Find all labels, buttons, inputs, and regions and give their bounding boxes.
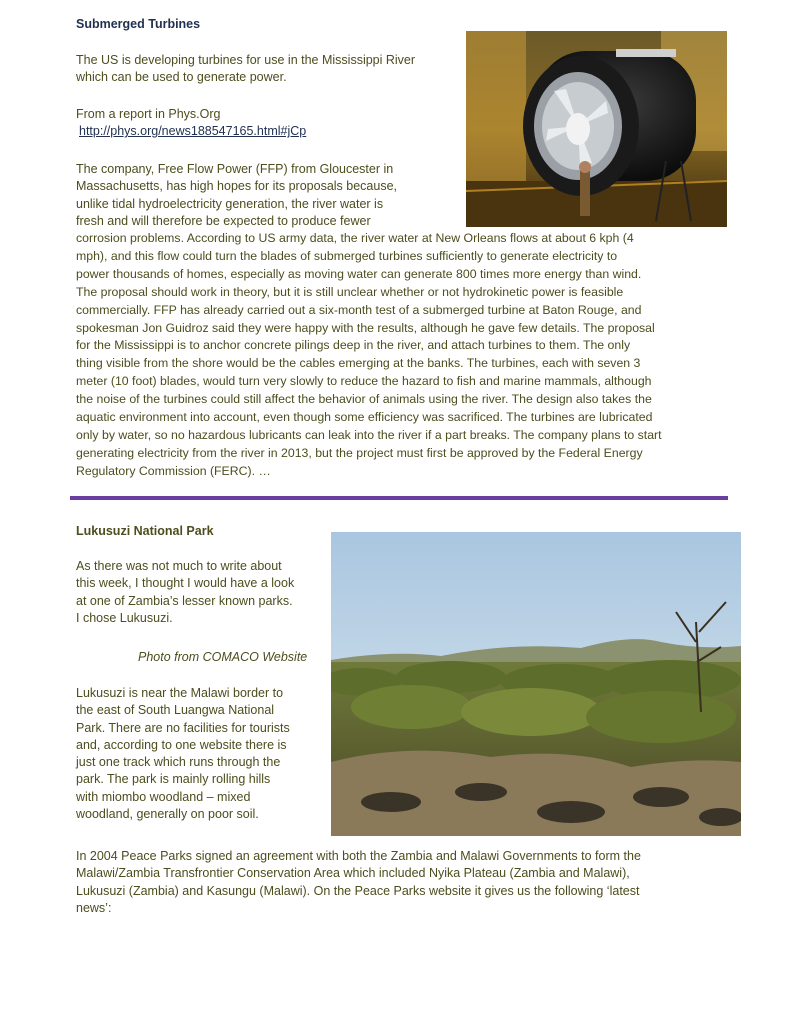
text-line: meter (10 foot) blades, would turn very slowly to reduce the hazard to fish and marine mammals, although bbox=[76, 374, 652, 389]
text-line: Malawi/Zambia Transfrontier Conservation Area which included Nyika Plateau (Zambia and Malawi), bbox=[76, 866, 630, 881]
text-line: only by water, so no hazardous lubricants can leak into the river if a part breaks. The company plans to start bbox=[76, 427, 662, 442]
text-line: which can be used to generate power. bbox=[76, 70, 287, 85]
text-line: corrosion problems. According to US army data, the river water at New Orleans flows at about 6 kph (4 bbox=[76, 231, 634, 245]
turbine-photo-illustration bbox=[466, 31, 727, 227]
intro-paragraph bbox=[76, 52, 456, 87]
source-block bbox=[76, 106, 456, 141]
wrap-paragraph bbox=[76, 161, 461, 230]
photo-caption: Photo from COMACO Website bbox=[138, 650, 308, 664]
text-line: generating electricity from the river in 2013, but the project must first be approved by the Federal Energy bbox=[76, 445, 643, 460]
text-line: The US is developing turbines for use in the Mississippi River bbox=[76, 53, 416, 67]
text-line: unlike tidal hydroelectricity generation, the river water is bbox=[76, 196, 384, 211]
text-line: As there was not much to write about bbox=[76, 559, 282, 573]
text-line: mph), and this flow could turn the blades of submerged turbines sufficiently to generate electricity to bbox=[76, 248, 618, 263]
text-line: Regulatory Commission (FERC). … bbox=[76, 463, 271, 478]
text-line: Park. There are no facilities for tourists bbox=[76, 720, 290, 735]
park-photo-illustration bbox=[331, 532, 741, 836]
park-photo bbox=[331, 532, 741, 836]
text-line: and, according to one website there is bbox=[76, 737, 287, 752]
text-line: woodland, generally on poor soil. bbox=[76, 807, 259, 822]
text-line: spokesman Jon Guidroz said they were happy with the results, although he gave few details. The proposal bbox=[76, 320, 655, 335]
text-line: In 2004 Peace Parks signed an agreement with both the Zambia and Malawi Governments to form the bbox=[76, 849, 641, 863]
text-line: park. The park is mainly rolling hills bbox=[76, 772, 271, 787]
text-line: at one of Zambia’s lesser known parks. bbox=[76, 593, 293, 608]
text-line: Lukusuzi (Zambia) and Kasungu (Malawi). On the Peace Parks website it gives us the following ‘latest bbox=[76, 883, 640, 898]
text-line: The company, Free Flow Power (FFP) from Gloucester in bbox=[76, 162, 394, 176]
text-line: fresh and will therefore be expected to produce fewer bbox=[76, 213, 371, 228]
text-line: power thousands of homes, especially as moving water can generate 800 times more energy than wind. bbox=[76, 266, 642, 281]
text-line: thing visible from the shore would be the cables emerging at the banks. The turbines, each with seven 3 bbox=[76, 356, 641, 371]
source-link[interactable]: http://phys.org/news188547165.html#jCp bbox=[79, 124, 307, 139]
text-line: The proposal should work in theory, but it is still unclear whether or not hydrokinetic power is feasible bbox=[76, 284, 624, 299]
text-line: commercially. FFP has already carried out a six-month test of a submerged turbine at Baton Rouge, and bbox=[76, 302, 642, 317]
text-line: this week, I thought I would have a look bbox=[76, 576, 295, 591]
text-line: for the Mississippi is to anchor concrete pilings deep in the river, and attach turbines to them. The only bbox=[76, 338, 631, 353]
text-line: Massachusetts, has high hopes for its proposals because, bbox=[76, 179, 398, 194]
text-line: aquatic environment into account, even though some efficiency was sacrificed. The turbines are lubricated bbox=[76, 410, 653, 425]
section-title-submerged-turbines: Submerged Turbines bbox=[76, 17, 201, 31]
text-line: with miombo woodland – mixed bbox=[76, 789, 251, 804]
text-line: I chose Lukusuzi. bbox=[76, 610, 173, 625]
text-line: the east of South Luangwa National bbox=[76, 703, 275, 718]
text-line: Lukusuzi is near the Malawi border to bbox=[76, 686, 284, 700]
closing-paragraph bbox=[76, 848, 736, 917]
lukusuzi-body bbox=[76, 685, 326, 823]
turbine-photo bbox=[466, 31, 727, 227]
full-width-paragraph bbox=[76, 230, 736, 481]
text-line: the noise of the turbines could still affect the behavior of animals using the river. The design also takes the bbox=[76, 392, 652, 407]
text-line: news’: bbox=[76, 900, 112, 915]
text-line: just one track which runs through the bbox=[76, 755, 281, 770]
section-title-lukusuzi: Lukusuzi National Park bbox=[76, 524, 214, 538]
lukusuzi-intro bbox=[76, 558, 326, 627]
source-label: From a report in Phys.Org bbox=[76, 107, 221, 121]
section-divider bbox=[70, 496, 728, 500]
